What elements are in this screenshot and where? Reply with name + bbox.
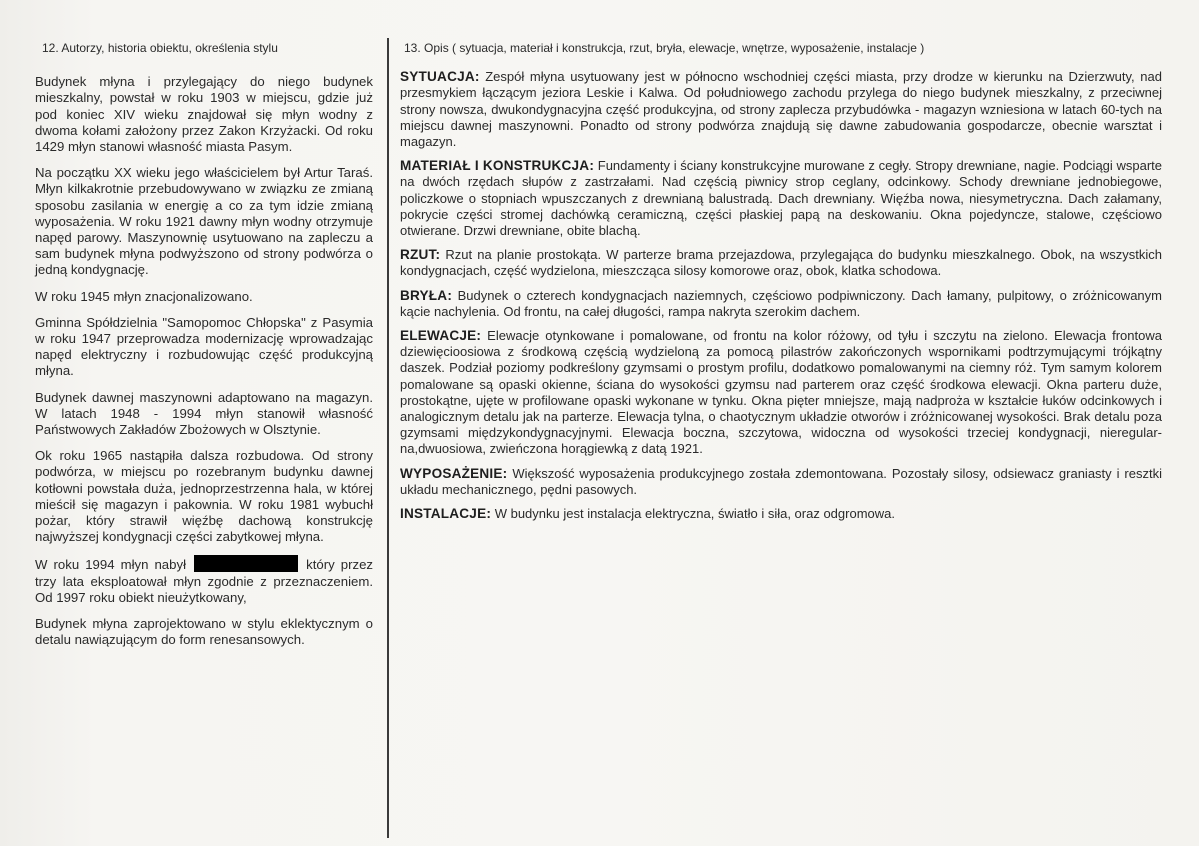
section-text: Budynek o czterech kondygnacjach naziemnych, częściowo podpiwniczony. Dach łamany, pulpitowy, o zróżnicowanym kącie nachylenia. Od frontu, na całej długości, rampa nakryta szerokim dachem. [400, 287, 1162, 319]
history-paragraph-4: Gminna Spółdzielnia "Samopomoc Chłopska" z Pasymia w roku 1947 przeprowadza modernizację wprowadzając napęd elektryczny i rozbudowując część produkcyjną młyna. [35, 314, 373, 379]
right-column [400, 40, 1162, 530]
section-sytuacja [400, 69, 1162, 150]
history-paragraph-1: Budynek młyna i przylegający do niego budynek mieszkalny, powstał w roku 1903 w miejscu, gdzie już pod koniec XIV wieku znajdował się młyn wodny z dwoma kołami założony przez Zakon Krzyżacki. Od roku 1429 młyn stanowi własność miasta Pasym. [35, 74, 373, 155]
section-text: Zespół młyna usytuowany jest w północno wschodniej części miasta, przy drodze w kierunku na Dzierzwuty, nad przesmykiem łączącym jeziora Leskie i Kalwa. Od południowego zachodu przylega do niego budynek mieszkalny, z przeciwnej strony nowsza, dwukondygnacyjna część produkcyjna, od strony zaplecza przybudówka - magazyn wzniesiona w latach 60-tych na miejscu dawnej maszynowni. Ponadto od strony podwórza znajdują się dawne zabudowania gospodarcze, obecnie warsztat i magazyn. [400, 69, 1162, 150]
section-rzut [400, 247, 1162, 279]
section-label: SYTUACJA: [400, 69, 480, 85]
section-label: INSTALACJE: [400, 506, 492, 522]
section-wyposazenie [400, 466, 1162, 498]
section-text: Elewacje otynkowane i pomalowane, od frontu na kolor różowy, od tyłu i szczytu na zielono. Elewacja frontowa dziewięcioosiowa z środkową częścią wydzieloną za pomocą pilastrów zakończonych wspornikami podtrzymującymi trójkątny daszek. Podział poziomy podkreślony gzymsami o prostym profilu, dodatkowo pomalowanymi na ciemny róż. Tym samym kolorem pomalowane są opaski okienne, ściana do wysokości gzymsu nad parterem oraz część środkowa elewacji. Okna parteru duże, prostokątne, ujęte w profilowane opaski wykonane w tynku. Okna pięter mniejsze, mają nadproża w kształcie łuków odcinkowych i analogicznym detalu jak na parterze. Elewacja tylna, o chaotycznym układzie otworów i zróżnicowanej wysokości. Brak detalu poza gzymsami międzykondygnacyjnymi. Elewacja boczna, szczytowa, widoczna od wysokości trzeciej kondygnacji, nieregular-na,dwuosiowa, zwieńczona horągiewką z datą 1921. [400, 328, 1162, 457]
column-divider [387, 38, 389, 838]
section-13-heading: 13. Opis ( sytuacja, materiał i konstrukcja, rzut, bryła, elewacje, wnętrze, wyposażenie, instalacje ) [404, 41, 925, 55]
section-elewacje [400, 328, 1162, 458]
redaction-box [194, 555, 298, 572]
section-text: Rzut na planie prostokąta. W parterze brama przejazdowa, przylegająca do budynku mieszkalnego. Obok, na wszystkich kondygnacjach, część wydzielona, mieszcząca silosy komorowe oraz, obok, klatka schodowa. [400, 247, 1162, 279]
section-12-heading: 12. Autorzy, historia obiektu, określenia stylu [42, 41, 278, 55]
history-paragraph-style: Budynek młyna zaprojektowano w stylu eklektycznym o detalu nawiązującym do form renesansowych. [35, 616, 373, 648]
section-label: MATERIAŁ I KONSTRUKCJA: [400, 158, 595, 174]
section-material [400, 158, 1162, 239]
redacted-text-before: W roku 1994 młyn nabył [35, 557, 186, 573]
history-paragraph-5: Budynek dawnej maszynowni adaptowano na magazyn. W latach 1948 - 1994 młyn stanowił własność Państwowych Zakładów Zbożowych w Olsztynie. [35, 389, 373, 438]
section-text: W budynku jest instalacja elektryczna, światło i siła, oraz odgromowa. [494, 506, 895, 522]
section-text: Fundamenty i ściany konstrukcyjne murowane z cegły. Stropy drewniane, nagie. Podciągi wsparte na dwóch rzędach słupów z zastrzałami. Nad częścią piwnicy strop ceglany, odcinkowy. Schody drewniane jednobiegowe, policzkowe o stopniach wpuszczanych z drewnianą balustradą. Dach drewniany. Więźba nowa, niesymetryczna. Dach załamany, pokrycie części stromej dachówką ceramiczną, części płaskiej papą na deskowaniu. Okna pojedyncze, stalowe, częściowo otwierane. Drzwi drewniane, obite blachą. [400, 158, 1162, 239]
history-paragraph-redacted [35, 555, 373, 606]
section-label: BRYŁA: [400, 287, 453, 303]
section-label: RZUT: [400, 247, 441, 263]
section-instalacje [400, 506, 1162, 522]
history-paragraph-2: Na początku XX wieku jego właścicielem był Artur Taraś. Młyn kilkakrotnie przebudowywano w związku ze zmianą sposobu zasilania w energię a co za tym idzie zmianą wyposażenia. W roku 1921 dawny młyn wodny otrzymuje napęd parowy. Maszynownię usytuowano na zapleczu a sam budynek młyna podwyższono od strony podwórza o jedną kondygnację. [35, 165, 373, 278]
section-label: WYPOSAŻENIE: [400, 465, 508, 481]
redacted-text-after: który przez trzy lata eksploatował młyn zgodnie z przeznaczeniem. Od 1997 roku obiekt nieużytkowany, [35, 557, 373, 605]
section-text: Większość wyposażenia produkcyjnego została zdemontowana. Pozostały silosy, odsiewacz graniasty i resztki układu mechanicznego, pędni pasowych. [400, 465, 1162, 497]
section-bryla [400, 288, 1162, 320]
history-paragraph-6: Ok roku 1965 nastąpiła dalsza rozbudowa. Od strony podwórza, w miejscu po rozebranym budynku dawnej kotłowni powstała duża, jednoprzestrzenna hala, w której mieścił się magazyn i pakownia. W roku 1981 wybuchł pożar, który strawił więźbę dachową konstrukcję najwyższej kondygnacji części zabytkowej młyna. [35, 448, 373, 545]
history-paragraph-3: W roku 1945 młyn znacjonalizowano. [35, 288, 253, 304]
left-column [35, 40, 373, 659]
section-label: ELEWACJE: [400, 328, 482, 344]
